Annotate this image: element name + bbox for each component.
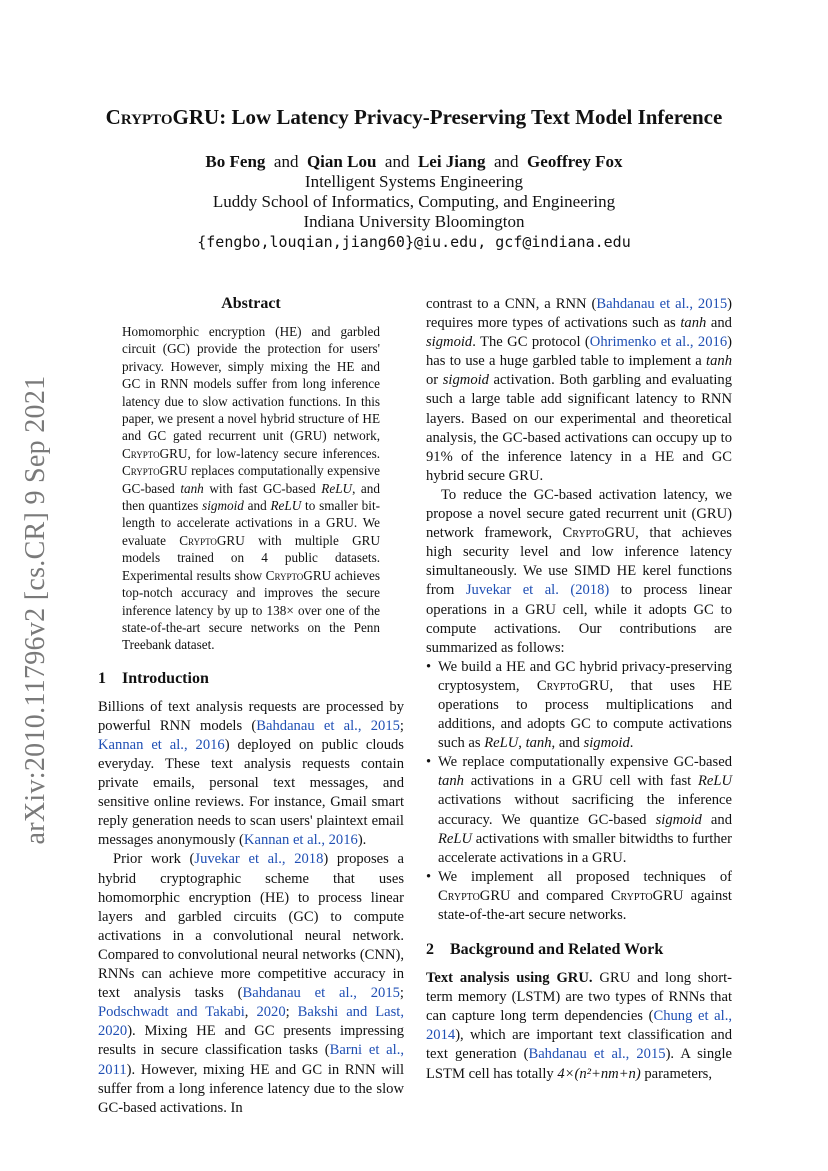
- abstract-text: Homomorphic encryption (HE) and garbled circuit (GC) provide the protection for users' privacy. However, simply mixing the HE and GC in RNN models suffer from long inference latency due to slow activation functions. In this paper, we present a novel hybrid structure of HE and GC gated recurrent unit (GRU) network, CryptoGRU, for low-latency secure inferences. CryptoGRU replaces computationally expensive GC-based tanh with fast GC-based ReLU, and then quantizes sigmoid and ReLU to smaller bit-length to accelerate activations in a GRU. We evaluate CryptoGRU with multiple GRU models trained on 4 public datasets. Experimental results show CryptoGRU achieves top-notch accuracy and improves the secure inference latency by up to 138× over one of the state-of-the-art secure networks on the Penn Treebank dataset.: [122, 324, 380, 653]
- left-column: [98, 295, 404, 1118]
- title-rest: : Low Latency Privacy-Preserving Text Model Inference: [219, 105, 723, 129]
- right-paragraph-3: Text analysis using GRU. GRU and long short-term memory (LSTM) are two types of RNNs that can capture long term dependencies (Chung et al., 2014), which are important text classification and text generation (Bahdanau et al., 2015). A single LSTM cell has totally 4×(n²+nm+n) parameters,: [426, 970, 732, 1082]
- right-column: [426, 295, 732, 1084]
- affiliation-2: Luddy School of Informatics, Computing, and Engineering: [212, 192, 616, 211]
- list-item: • We replace computationally expensive GC-based tanh activations in a GRU cell with fast ReLU activations without sacrificing the inference accuracy. We quantize GC-based sigmoid and ReLU activations with smaller bitwidths to further accelerate activations in a GRU.: [426, 754, 732, 866]
- citation-link[interactable]: Chung et al., 2014: [426, 1008, 732, 1044]
- author-block: [0, 152, 828, 252]
- citation-link[interactable]: Bakshi and Last, 2020: [98, 1004, 405, 1040]
- bullet-icon: •: [426, 658, 432, 675]
- author-names: [0, 152, 828, 172]
- contribution-list: [426, 658, 732, 925]
- arxiv-identifier: [18, 375, 54, 845]
- paper-title: [0, 105, 828, 130]
- author-4: Geoffrey Fox: [527, 152, 623, 171]
- citation-link[interactable]: Ohrimenko et al., 2016: [589, 334, 728, 351]
- citation-link[interactable]: 2020: [256, 1004, 286, 1021]
- author-emails: {fengbo,louqian,jiang60}@iu.edu, gcf@indiana.edu: [197, 233, 631, 251]
- citation-link[interactable]: Podschwadt and Takabi: [98, 1004, 245, 1021]
- section-1-heading: 1 Introduction: [98, 669, 209, 687]
- list-item: • We implement all proposed techniques of CryptoGRU and compared CryptoGRU against state-of-the-art secure networks.: [426, 868, 732, 923]
- list-item: • We build a HE and GC hybrid privacy-preserving cryptosystem, CryptoGRU, that uses HE operations to process multiplications and additions, and adopts GC to compute activations such as ReLU, tanh, and sigmoid.: [426, 658, 732, 752]
- right-paragraph-2: To reduce the GC-based activation latency, we propose a novel secure gated recurrent unit (GRU) network framework, CryptoGRU, that achieves high security level and low inference latency simultaneously. We use SIMD HE kerel functions from Juvekar et al. (2018) to process linear operations in a GRU cell, while it adopts GC to compute activations. Our contributions are summarized as follows:: [426, 486, 732, 656]
- citation-link[interactable]: Bahdanau et al., 2015: [256, 717, 400, 734]
- citation-link[interactable]: Bahdanau et al., 2015: [242, 985, 400, 1002]
- abstract-heading: Abstract: [221, 295, 281, 312]
- author-3: Lei Jiang: [417, 152, 486, 171]
- bullet-icon: •: [426, 754, 432, 771]
- citation-link[interactable]: Bahdanau et al., 2015: [528, 1046, 666, 1063]
- affiliation-1: Intelligent Systems Engineering: [304, 172, 524, 191]
- citation-link[interactable]: Kannan et al., 2016: [243, 832, 358, 849]
- citation-link[interactable]: Juvekar et al. (2018): [465, 582, 610, 599]
- intro-paragraph-2: Prior work (Juvekar et al., 2018) proposes a hybrid cryptographic scheme that uses homomorphic encryption (HE) to process linear layers and garbled circuits (GC) to compute activations in a convolutional neural network. Compared to convolutional neural networks (CNN), RNNs can achieve more competitive accuracy in text analysis tasks (Bahdanau et al., 2015; Podschwadt and Takabi, 2020; Bakshi and Last, 2020). Mixing HE and GC presents impressing results in secure classification tasks (Barni et al., 2011). However, mixing HE and GC in RNN will suffer from a long inference latency due to the slow GC-based activations. In: [98, 851, 405, 1116]
- author-1: Bo Feng: [205, 152, 266, 171]
- section-2-heading: 2 Background and Related Work: [426, 941, 664, 959]
- citation-link[interactable]: Juvekar et al., 2018: [194, 851, 324, 868]
- and-2: and: [384, 152, 410, 171]
- title-brand: CryptoGRU: [105, 105, 220, 129]
- affiliation-3: Indiana University Bloomington: [303, 212, 525, 231]
- bullet-icon: •: [426, 868, 432, 885]
- citation-link[interactable]: Barni et al., 2011: [98, 1042, 404, 1078]
- citation-link[interactable]: Kannan et al., 2016: [98, 736, 225, 753]
- author-2: Qian Lou: [306, 152, 377, 171]
- citation-link[interactable]: Bahdanau et al., 2015: [596, 296, 728, 312]
- arxiv-id-text: arXiv:2010.11796v2 [cs.CR] 9 Sep 2021: [20, 375, 51, 845]
- and-3: and: [494, 152, 519, 171]
- intro-paragraph-1: Billions of text analysis requests are processed by powerful RNN models (Bahdanau et al., 2015; Kannan et al., 2016) deployed on public clouds everyday. These text analysis requests contain private emails, personal text messages, and sensitive online reviews. For instance, Gmail smart reply generation needs to scan users' plaintext email messages anonymously (Kannan et al., 2016).: [98, 698, 404, 849]
- right-paragraph-1: contrast to a CNN, a RNN (Bahdanau et al., 2015) requires more types of activations such as tanh and sigmoid. The GC protocol (Ohrimenko et al., 2016) has to use a huge garbled table to implement a tanh or sigmoid activation. Both garbling and evaluating such a large table add significant latency to RNN layers. Based on our experimental and theoretical analysis, the GC-based activations can occupy up to 91% of the inference latency in a HE and GC hybrid secure GRU.: [426, 296, 732, 484]
- and-1: and: [273, 152, 299, 171]
